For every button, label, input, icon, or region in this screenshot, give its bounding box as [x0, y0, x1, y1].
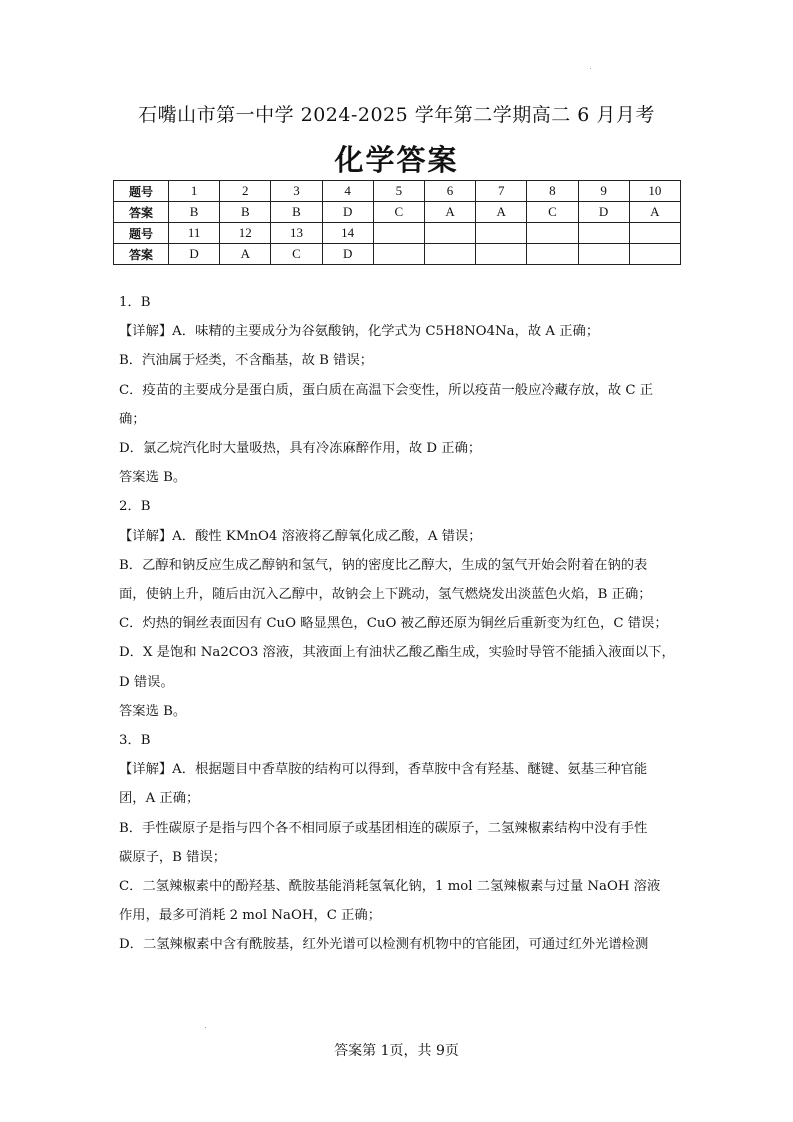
- explanation-line: 【详解】A．酸性 KMnO4 溶液将乙醇氧化成乙酸，A 错误；: [119, 528, 482, 544]
- answer-cell: [527, 244, 578, 265]
- number-cell: 3: [271, 181, 322, 202]
- number-cell: 4: [322, 181, 373, 202]
- answer-cell: B: [220, 202, 271, 223]
- answer-cell: B: [271, 202, 322, 223]
- table-row-numbers-2: [114, 223, 681, 244]
- page-footer: 答案第 1页，共 9页: [334, 1043, 459, 1059]
- number-cell: 13: [271, 223, 322, 244]
- document-title: 石嘴山市第一中学 2024-2025 学年第二学期高二 6 月月考: [138, 104, 655, 126]
- number-cell: [527, 223, 578, 244]
- answer-cell: [476, 244, 527, 265]
- speck-mark: [205, 1027, 206, 1028]
- question-heading: 3．B: [119, 733, 151, 749]
- header-cell-number: 题号: [114, 181, 169, 202]
- table-row-answers-2: [114, 244, 681, 265]
- number-cell: 5: [373, 181, 424, 202]
- answer-cell: A: [476, 202, 527, 223]
- table-row-numbers-1: [114, 181, 681, 202]
- answer-cell: C: [271, 244, 322, 265]
- explanation-line: 团，A 正确；: [119, 791, 200, 807]
- number-cell: [476, 223, 527, 244]
- answer-cell: D: [322, 244, 373, 265]
- number-cell: 8: [527, 181, 578, 202]
- answer-cell: A: [220, 244, 271, 265]
- answer-cell: B: [169, 202, 220, 223]
- number-cell: 7: [476, 181, 527, 202]
- answer-cell: C: [373, 202, 424, 223]
- answer-cell: D: [322, 202, 373, 223]
- answer-cell: [373, 244, 424, 265]
- explanation-line: 碳原子，B 错误；: [119, 849, 227, 865]
- explanation-line: 【详解】A．根据题目中香草胺的结构可以得到，香草胺中含有羟基、醚键、氨基三种官能: [119, 762, 648, 778]
- explanation-line: D 错误。: [119, 674, 174, 690]
- number-cell: [629, 223, 680, 244]
- question-heading: 1．B: [119, 295, 151, 310]
- explanation-line: 面，使钠上升，随后由沉入乙醇中，故钠会上下跳动，氢气燃烧发出淡蓝色火焰，B 正确；: [119, 587, 652, 603]
- number-cell: 1: [169, 181, 220, 202]
- number-cell: 11: [169, 223, 220, 244]
- explanation-line: B．汽油属于烃类，不含酯基，故 B 错误；: [119, 353, 374, 369]
- number-cell: [578, 223, 629, 244]
- answer-cell: A: [629, 202, 680, 223]
- number-cell: 9: [578, 181, 629, 202]
- question-heading: 2．B: [119, 499, 151, 515]
- explanation-line: C．灼热的铜丝表面因有 CuO 略显黑色，CuO 被乙醇还原为铜丝后重新变为红色，C 错误；: [119, 616, 668, 632]
- number-cell: 6: [424, 181, 475, 202]
- number-cell: 12: [220, 223, 271, 244]
- number-cell: 14: [322, 223, 373, 244]
- answer-cell: [424, 244, 475, 265]
- answer-table: [113, 180, 681, 265]
- number-cell: 10: [629, 181, 680, 202]
- answer-cell: D: [169, 244, 220, 265]
- header-cell-number: 题号: [114, 223, 169, 244]
- number-cell: [373, 223, 424, 244]
- explanation-body: [119, 288, 681, 960]
- explanation-line: B．乙醇和钠反应生成乙醇钠和氢气，钠的密度比乙醇大，生成的氢气开始会附着在钠的表: [119, 557, 648, 573]
- number-cell: 2: [220, 181, 271, 202]
- explanation-line: 【详解】A．味精的主要成分为谷氨酸钠，化学式为 C5H8NO4Na，故 A 正确；: [119, 324, 600, 340]
- answer-conclusion: 答案选 B。: [119, 470, 187, 486]
- explanation-line: 作用，最多可消耗 2 mol NaOH，C 正确；: [119, 908, 382, 924]
- explanation-line: D．X 是饱和 Na2CO3 溶液，其液面上有油状乙酸乙酯生成，实验时导管不能插入液面以下，: [119, 645, 675, 661]
- answer-cell: C: [527, 202, 578, 223]
- explanation-line: C．疫苗的主要成分是蛋白质，蛋白质在高温下会变性，所以疫苗一般应冷藏存放，故 C 正: [119, 382, 654, 398]
- explanation-line: B．手性碳原子是指与四个各不相同原子或基团相连的碳原子，二氢辣椒素结构中没有手性: [119, 820, 648, 836]
- header-cell-answer: 答案: [114, 244, 169, 265]
- header-cell-answer: 答案: [114, 202, 169, 223]
- speck-mark: [590, 68, 591, 69]
- number-cell: [424, 223, 475, 244]
- answer-cell: [629, 244, 680, 265]
- explanation-line: C．二氢辣椒素中的酚羟基、酰胺基能消耗氢氧化钠，1 mol 二氢辣椒素与过量 NaOH 溶液: [119, 879, 661, 895]
- answer-cell: [578, 244, 629, 265]
- document-subtitle: 化学答案: [334, 143, 459, 177]
- answer-cell: D: [578, 202, 629, 223]
- explanation-line: 确；: [119, 411, 146, 427]
- explanation-line: D．二氢辣椒素中含有酰胺基，红外光谱可以检测有机物中的官能团，可通过红外光谱检测: [119, 937, 649, 953]
- table-row-answers-1: [114, 202, 681, 223]
- answer-cell: A: [424, 202, 475, 223]
- explanation-line: D．氯乙烷汽化时大量吸热，具有冷冻麻醉作用，故 D 正确；: [119, 441, 482, 457]
- answer-conclusion: 答案选 B。: [119, 703, 187, 719]
